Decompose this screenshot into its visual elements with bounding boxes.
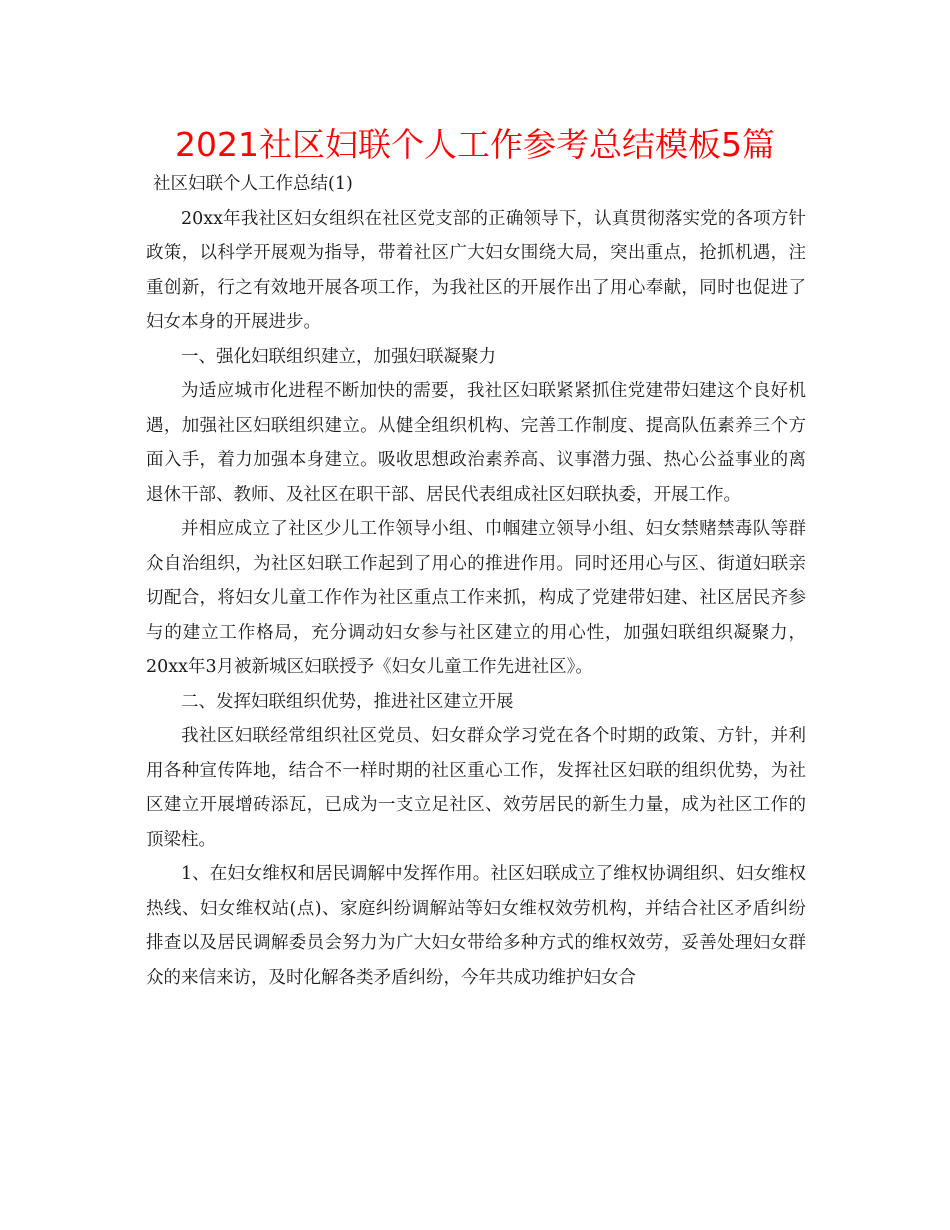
document-body	[146, 167, 806, 995]
section-heading: 一、强化妇联组织建立，加强妇联凝聚力	[181, 346, 496, 367]
document-title: 2021社区妇联个人工作参考总结模板5篇	[175, 125, 775, 164]
paragraph: 我社区妇联经常组织社区党员、妇女群众学习党在各个时期的政策、方针，并利用各种宣传阵地，结合不一样时期的社区重心工作，发挥社区妇联的组织优势，为社区建立开展增砖添瓦，已成为一支立足社区、效劳居民的新生力量，成为社区工作的顶梁柱。	[146, 726, 806, 850]
paragraph: 1、在妇女维权和居民调解中发挥作用。社区妇联成立了维权协调组织、妇女维权热线、妇女维权站(点)、家庭纠纷调解站等妇女维权效劳机构，并结合社区矛盾纠纷排查以及居民调解委员会努力为广大妇女带给多种方式的维权效劳，妥善处理妇女群众的来信来访，及时化解各类矛盾纠纷，今年共成功维护妇女合	[146, 864, 806, 988]
paragraph: 为适应城市化进程不断加快的需要，我社区妇联紧紧抓住党建带妇建这个良好机遇，加强社区妇联组织建立。从健全组织机构、完善工作制度、提高队伍素养三个方面入手，着力加强本身建立。吸收思想政治素养高、议事潜力强、热心公益事业的离退休干部、教师、及社区在职干部、居民代表组成社区妇联执委，开展工作。	[146, 381, 806, 505]
section-subtitle: 社区妇联个人工作总结(1)	[153, 174, 353, 194]
paragraph: 并相应成立了社区少儿工作领导小组、巾帼建立领导小组、妇女禁赌禁毒队等群众自治组织，为社区妇联工作起到了用心的推进作用。同时还用心与区、街道妇联亲切配合，将妇女儿童工作作为社区重点工作来抓，构成了党建带妇建、社区居民齐参与的建立工作格局，充分调动妇女参与社区建立的用心性，加强妇联组织凝聚力，20xx年3月被新城区妇联授予《妇女儿童工作先进社区》。	[146, 519, 806, 677]
paragraph: 20xx年我社区妇女组织在社区党支部的正确领导下，认真贯彻落实党的各项方针政策，以科学开展观为指导，带着社区广大妇女围绕大局，突出重点，抢抓机遇，注重创新，行之有效地开展各项工作，为我社区的开展作出了用心奉献，同时也促进了妇女本身的开展进步。	[146, 208, 806, 332]
section-heading: 二、发挥妇联组织优势，推进社区建立开展	[181, 691, 514, 712]
